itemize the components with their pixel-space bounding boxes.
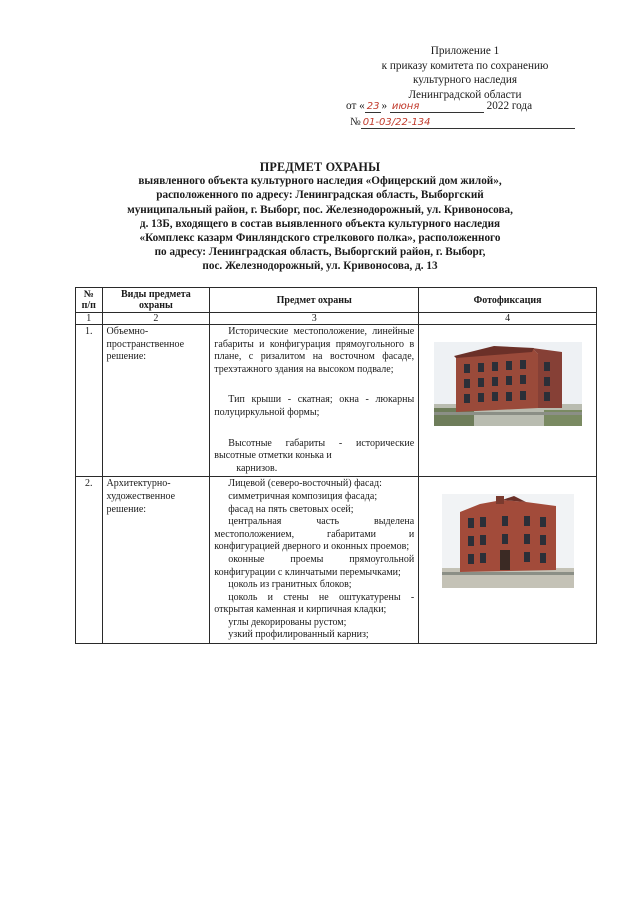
building-photo-1 bbox=[434, 342, 582, 426]
subject-item: карнизов. bbox=[236, 462, 278, 474]
title-line: расположенного по адресу: Ленинградская область, Выборгский bbox=[156, 189, 484, 202]
subject-item: Исторические местоположение, линейные габариты и конфигурация прямоугольного в плане, с ризалитом на восточном фасаде, трехэтажного здания на высоком подвале; bbox=[214, 326, 415, 375]
row-kind: Архитектурно-художественное решение: bbox=[102, 477, 210, 644]
title-line: пос. Железнодорожный, ул. Кривоносова, д. 13 bbox=[202, 260, 438, 273]
title-line: д. 13Б, входящего в состав выявленного объекта культурного наследия bbox=[139, 217, 501, 230]
row-photo bbox=[419, 325, 597, 477]
title-line: «Комплекс казарм Финляндского стрелкового полка», расположенного bbox=[139, 232, 501, 245]
subject-item: центральная часть выделена местоположением, габаритами и конфигурацией дверного и оконных проемов; bbox=[214, 516, 415, 553]
row-subject bbox=[210, 477, 419, 644]
title-line: по адресу: Ленинградская область, Выборгский район, г. Выборг, bbox=[154, 246, 486, 259]
appendix-line: Приложение 1 bbox=[430, 45, 500, 57]
appendix-line: культурного наследия bbox=[413, 74, 517, 87]
date-suffix: 2022 года bbox=[486, 100, 533, 112]
title-heading: ПРЕДМЕТ ОХРАНЫ bbox=[259, 160, 381, 174]
subject-item: цоколь из гранитных блоков; bbox=[228, 579, 352, 591]
header-subject: Предмет охраны bbox=[210, 288, 419, 313]
subject-item: узкий профилированный карниз; bbox=[228, 629, 369, 641]
order-date bbox=[346, 100, 596, 113]
col-number: 2 bbox=[102, 313, 210, 325]
order-number bbox=[350, 116, 600, 129]
header-num: № п/п bbox=[76, 288, 103, 313]
table-row bbox=[76, 477, 597, 644]
row-photo bbox=[419, 477, 597, 644]
row-num: 2. bbox=[76, 477, 103, 644]
col-number: 3 bbox=[210, 313, 419, 325]
row-num: 1. bbox=[76, 325, 103, 477]
subject-item: Лицевой (северо-восточный) фасад: bbox=[228, 478, 382, 490]
row-kind: Объемно-пространственное решение: bbox=[102, 325, 210, 477]
col-number: 4 bbox=[419, 313, 597, 325]
subject-item: цоколь и стены не оштукатурены - открытая каменная и кирпичная кладки; bbox=[214, 591, 415, 616]
appendix-block bbox=[340, 44, 590, 102]
appendix-line: Ленинградской области bbox=[408, 88, 522, 101]
number-value: 01-03/22-134 bbox=[361, 117, 575, 129]
number-prefix: № bbox=[350, 116, 361, 128]
column-number-row bbox=[76, 313, 597, 325]
subject-item: Высотные габариты - исторические высотные отметки конька и bbox=[214, 437, 415, 462]
date-day: 23 bbox=[366, 101, 380, 112]
subject-item: симметричная композиция фасада; bbox=[228, 490, 378, 502]
header-kind: Виды предмета охраны bbox=[102, 288, 210, 313]
subject-item: Тип крыши - скатная; окна - люкарны полуциркульной формы; bbox=[214, 394, 415, 418]
protection-table bbox=[75, 287, 597, 644]
header-photo: Фотофиксация bbox=[419, 288, 597, 313]
date-month: июня bbox=[390, 101, 484, 113]
title-line: муниципальный район, г. Выборг, пос. Железнодорожный, ул. Кривоносова, bbox=[127, 203, 513, 216]
table-header-row bbox=[76, 288, 597, 313]
subject-item: оконные проемы прямоугольной конфигурации с клинчатыми перемычками; bbox=[214, 553, 415, 578]
row-subject bbox=[210, 325, 419, 477]
table-row bbox=[76, 325, 597, 477]
document-title bbox=[60, 160, 580, 274]
appendix-line: к приказу комитета по сохранению bbox=[381, 59, 549, 72]
subject-item: фасад на пять световых осей; bbox=[228, 503, 354, 515]
col-number: 1 bbox=[76, 313, 103, 325]
date-mid: » bbox=[381, 100, 388, 112]
building-photo-2 bbox=[442, 494, 574, 588]
date-prefix: от « bbox=[346, 100, 365, 112]
title-line: выявленного объекта культурного наследия «Офицерский дом жилой», bbox=[138, 175, 502, 188]
subject-item: углы декорированы рустом; bbox=[228, 616, 347, 628]
